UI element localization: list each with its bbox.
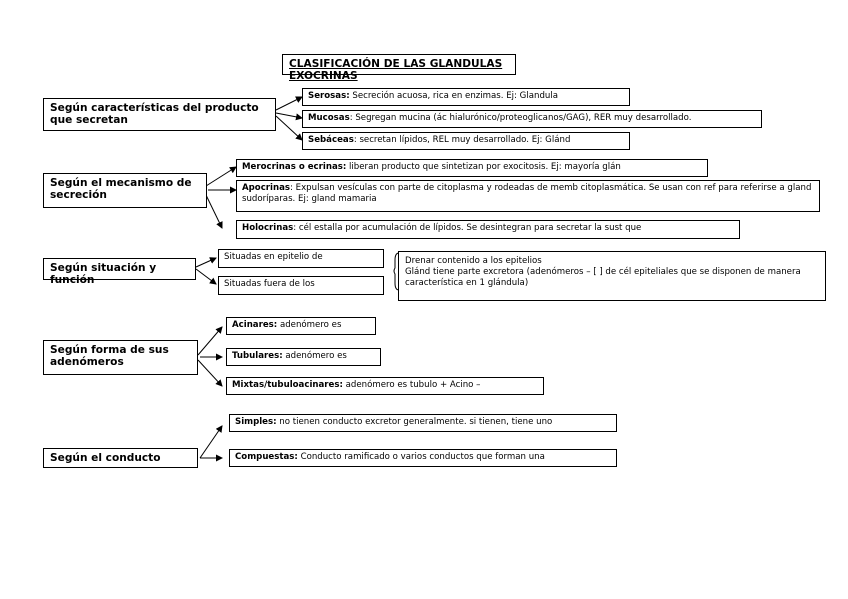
arrow xyxy=(200,426,222,458)
note-line: Drenar contenido a los epitelios xyxy=(405,256,542,266)
arrow xyxy=(276,97,302,110)
arrow xyxy=(276,113,302,118)
item-tubulares: Tubulares: adenómero es xyxy=(226,348,381,366)
situacion-note xyxy=(398,251,826,301)
note-line: Glánd tiene parte excretora (adenómeros – [ ] de cél epiteliales que se disponen de manera característica en 1 glándula) xyxy=(405,267,801,288)
arrow xyxy=(198,360,222,386)
item-situadas-fuera: Situadas fuera de los xyxy=(218,276,384,295)
arrow xyxy=(198,327,222,355)
item-situadas-en-epitelio: Situadas en epitelio de xyxy=(218,249,384,268)
category-producto: Según características del producto que secretan xyxy=(43,98,276,131)
page-title: CLASIFICACIÓN DE LAS GLANDULAS EXOCRINAS xyxy=(282,54,516,75)
item-apocrinas: Apocrinas: Expulsan vesículas con parte de citoplasma y rodeadas de memb citoplasmática. Se usan con ref para referirse a gland sudoríparas. Ej: gland mamaria xyxy=(236,180,820,212)
item-merocrinas: Merocrinas o ecrinas: liberan producto que sintetizan por exocitosis. Ej: mayoría glán xyxy=(236,159,708,177)
item-serosas: Serosas: Secreción acuosa, rica en enzimas. Ej: Glandula xyxy=(302,88,630,106)
item-compuestas: Compuestas: Conducto ramificado o varios conductos que forman una xyxy=(229,449,617,467)
item-acinares: Acinares: adenómero es xyxy=(226,317,376,335)
item-mucosas: Mucosas: Segregan mucina (ác hialurónico/proteoglicanos/GAG), RER muy desarrollado. xyxy=(302,110,762,128)
arrow xyxy=(196,269,216,284)
arrow xyxy=(206,195,222,228)
category-conducto: Según el conducto xyxy=(43,448,198,468)
arrow xyxy=(206,167,236,186)
category-situacion: Según situación y función xyxy=(43,258,196,280)
arrow xyxy=(276,116,302,140)
arrow xyxy=(196,258,216,267)
category-forma: Según forma de sus adenómeros xyxy=(43,340,198,375)
item-sebaceas: Sebáceas: secretan lípidos, REL muy desarrollado. Ej: Glánd xyxy=(302,132,630,150)
item-simples: Simples: no tienen conducto excretor generalmente. si tienen, tiene uno xyxy=(229,414,617,432)
item-holocrinas: Holocrinas: cél estalla por acumulación de lípidos. Se desintegran para secretar la sust que xyxy=(236,220,740,239)
item-mixtas: Mixtas/tubuloacinares: adenómero es tubulo + Acino – xyxy=(226,377,544,395)
category-mecanismo: Según el mecanismo de secreción xyxy=(43,173,207,208)
